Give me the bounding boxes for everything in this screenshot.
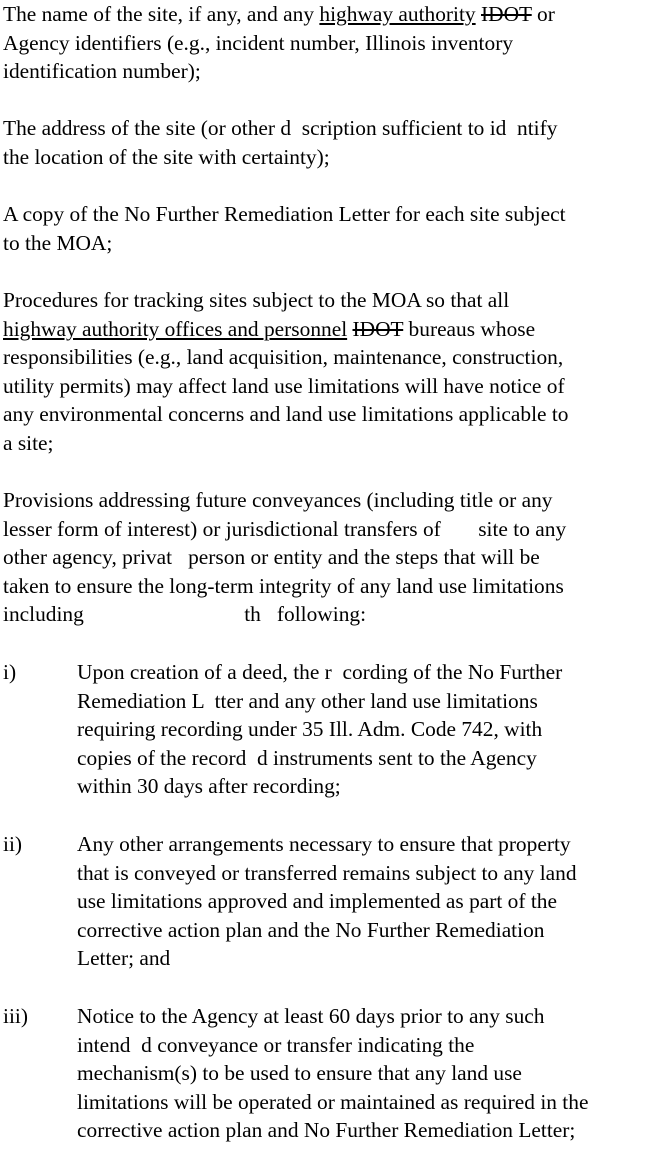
text-line: within 30 days after recording; — [77, 774, 341, 799]
inserted-text: highway authority — [319, 2, 476, 26]
text-line: Letter; and — [77, 946, 171, 971]
text-line: taken to ensure the long-term integrity of any land use limitations — [3, 573, 564, 598]
text-line: The address of the site (or other d scription sufficient to id ntify — [3, 116, 558, 140]
text-line: Any other arrangements necessary to ensure that property — [77, 832, 571, 856]
text-line: limitations will be operated or maintained as required in the — [77, 1089, 589, 1114]
text-line: Provisions addressing future conveyances (including title or any — [3, 488, 553, 512]
text-line: responsibilities (e.g., land acquisition, maintenance, construction, — [3, 345, 564, 370]
text-line: highway authority offices and personnel IDOT bureaus whose — [3, 316, 536, 341]
text-line: to the MOA; — [3, 230, 113, 255]
deleted-text: IDOT — [481, 2, 532, 26]
text-line: A copy of the No Further Remediation Letter for each site subject — [3, 202, 566, 226]
text-line: corrective action plan and the No Further Remediation — [77, 917, 545, 942]
inserted-text: highway authority offices and personnel — [3, 316, 348, 341]
text-line: Notice to the Agency at least 60 days prior to any such — [77, 1004, 545, 1028]
paragraph-nfr-letter — [3, 200, 671, 257]
text-line: any environmental concerns and land use limitations applicable to — [3, 402, 569, 427]
text-line: use limitations approved and implemented as part of the — [77, 889, 557, 914]
text-line: including th following: — [3, 602, 367, 627]
paragraph-conveyances — [3, 486, 671, 629]
deleted-text: IDOT — [352, 316, 404, 341]
text-line: utility permits) may affect land use limitations will have notice of — [3, 373, 565, 398]
text-line: Upon creation of a deed, the r cording of the No Further — [77, 660, 563, 684]
text-line: requiring recording under 35 Ill. Adm. Code 742, with — [77, 717, 543, 742]
list-item-text — [77, 830, 671, 973]
text-line: lesser form of interest) or jurisdictional transfers of site to any — [3, 516, 567, 541]
list-item-number: i) — [3, 660, 17, 684]
text-line: The name of the site, if any, and any highway authority IDOT or — [3, 2, 555, 26]
list-item-text — [77, 1002, 671, 1145]
list-item-text — [77, 658, 671, 801]
text-line: copies of the record d instruments sent to the Agency — [77, 745, 537, 770]
text-line: Remediation L tter and any other land use limitations — [77, 688, 538, 713]
text-line: the location of the site with certainty); — [3, 144, 330, 169]
text-line: corrective action plan and No Further Remediation Letter; — [77, 1118, 576, 1143]
text-line: Agency identifiers (e.g., incident number, Illinois inventory — [3, 30, 514, 55]
text-line: a site; — [3, 430, 54, 455]
text-line: other agency, privat person or entity and the steps that will be — [3, 545, 540, 570]
text-line: intend d conveyance or transfer indicating the — [77, 1032, 475, 1057]
text-line: Procedures for tracking sites subject to the MOA so that all — [3, 288, 510, 312]
paragraph-site-address — [3, 114, 671, 171]
text-line: identification number); — [3, 59, 201, 84]
paragraph-site-name — [3, 0, 671, 86]
text-line: that is conveyed or transferred remains subject to any land — [77, 860, 577, 885]
list-item-number: ii) — [3, 832, 23, 856]
paragraph-tracking-procedures — [3, 286, 671, 458]
list-item-number: iii) — [3, 1004, 28, 1028]
text-line: mechanism(s) to be used to ensure that any land use — [77, 1061, 522, 1086]
